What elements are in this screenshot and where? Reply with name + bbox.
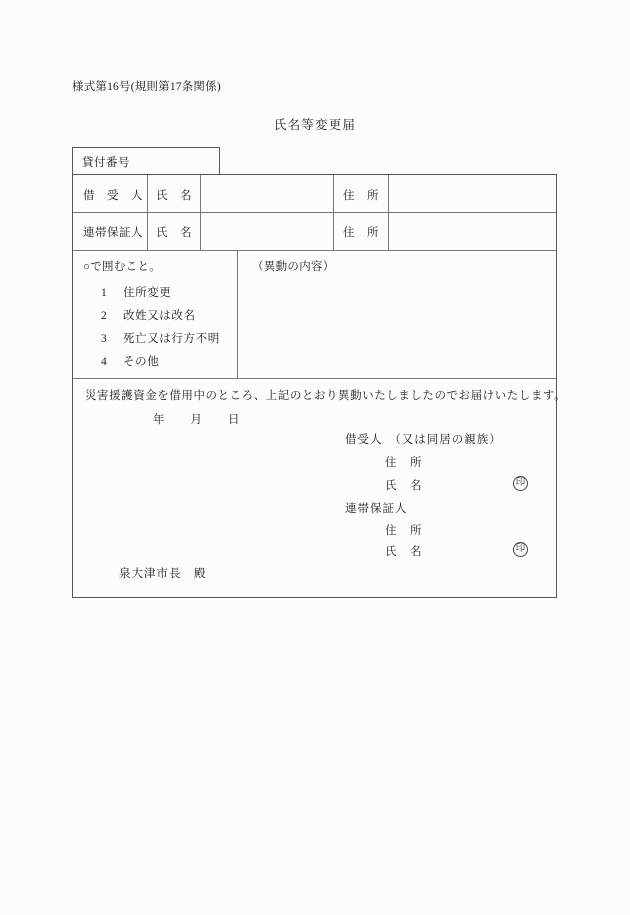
- option-label-4: その他: [123, 356, 160, 368]
- name-label-borrower: 氏 名: [156, 190, 192, 202]
- option-number-1: 1: [101, 287, 108, 299]
- party-label-guarantor: 連帯保証人: [83, 227, 143, 239]
- divider-notes-statement: [73, 378, 556, 379]
- loan-number-box: [72, 147, 220, 174]
- form-code: 様式第16号(規則第17条関係): [72, 81, 221, 93]
- divider-row1-row2: [73, 212, 556, 213]
- option-item-2[interactable]: [101, 307, 196, 323]
- addressee-line: 泉大津市長 殿: [119, 568, 207, 580]
- signature-address-label-guarantor: 住 所: [385, 525, 423, 537]
- divider-address-addressvalue: [388, 175, 389, 250]
- signature-name-label-borrower: 氏 名: [385, 480, 423, 492]
- signature-address-label-borrower: 住 所: [385, 457, 423, 469]
- party-label-borrower: 借 受 人: [83, 190, 143, 202]
- signature-heading-borrower: 借受人 （又は同居の親族）: [345, 434, 502, 446]
- option-label-3: 死亡又は行方不明: [123, 333, 220, 345]
- address-label-guarantor: 住 所: [343, 227, 379, 239]
- option-label-2: 改姓又は改名: [123, 310, 196, 322]
- name-label-guarantor: 氏 名: [156, 227, 192, 239]
- date-line[interactable]: [153, 411, 240, 427]
- declaration-text: 災害援護資金を借用中のところ、上記のとおり異動いたしましたのでお届けいたします。: [85, 390, 567, 402]
- seal-icon-guarantor: 印: [513, 542, 528, 557]
- date-month-label: 月: [190, 414, 202, 426]
- option-number-3: 3: [101, 333, 108, 345]
- option-item-3[interactable]: [101, 330, 220, 346]
- signature-name-label-guarantor: 氏 名: [385, 546, 423, 558]
- option-item-1[interactable]: [101, 284, 171, 300]
- change-options-cell: [73, 250, 237, 378]
- address-label-borrower: 住 所: [343, 190, 379, 202]
- change-detail-cell[interactable]: [238, 250, 556, 378]
- option-item-4[interactable]: [101, 353, 159, 369]
- date-year-label: 年: [153, 414, 165, 426]
- divider-party-name: [147, 175, 148, 250]
- seal-icon-borrower: 印: [513, 476, 528, 491]
- circle-instruction-label: ○で囲むこと。: [83, 261, 162, 273]
- loan-number-label: 貸付番号: [82, 157, 130, 169]
- option-number-2: 2: [101, 310, 108, 322]
- change-detail-label: （異動の内容）: [252, 261, 335, 273]
- signature-heading-guarantor: 連帯保証人: [345, 503, 408, 515]
- form-frame: [72, 174, 567, 598]
- option-number-4: 4: [101, 356, 108, 368]
- page-title: 氏名等変更届: [273, 118, 357, 132]
- date-day-label: 日: [228, 414, 240, 426]
- divider-name-namevalue: [200, 175, 201, 250]
- option-label-1: 住所変更: [123, 287, 172, 299]
- divider-namevalue-address: [333, 175, 334, 250]
